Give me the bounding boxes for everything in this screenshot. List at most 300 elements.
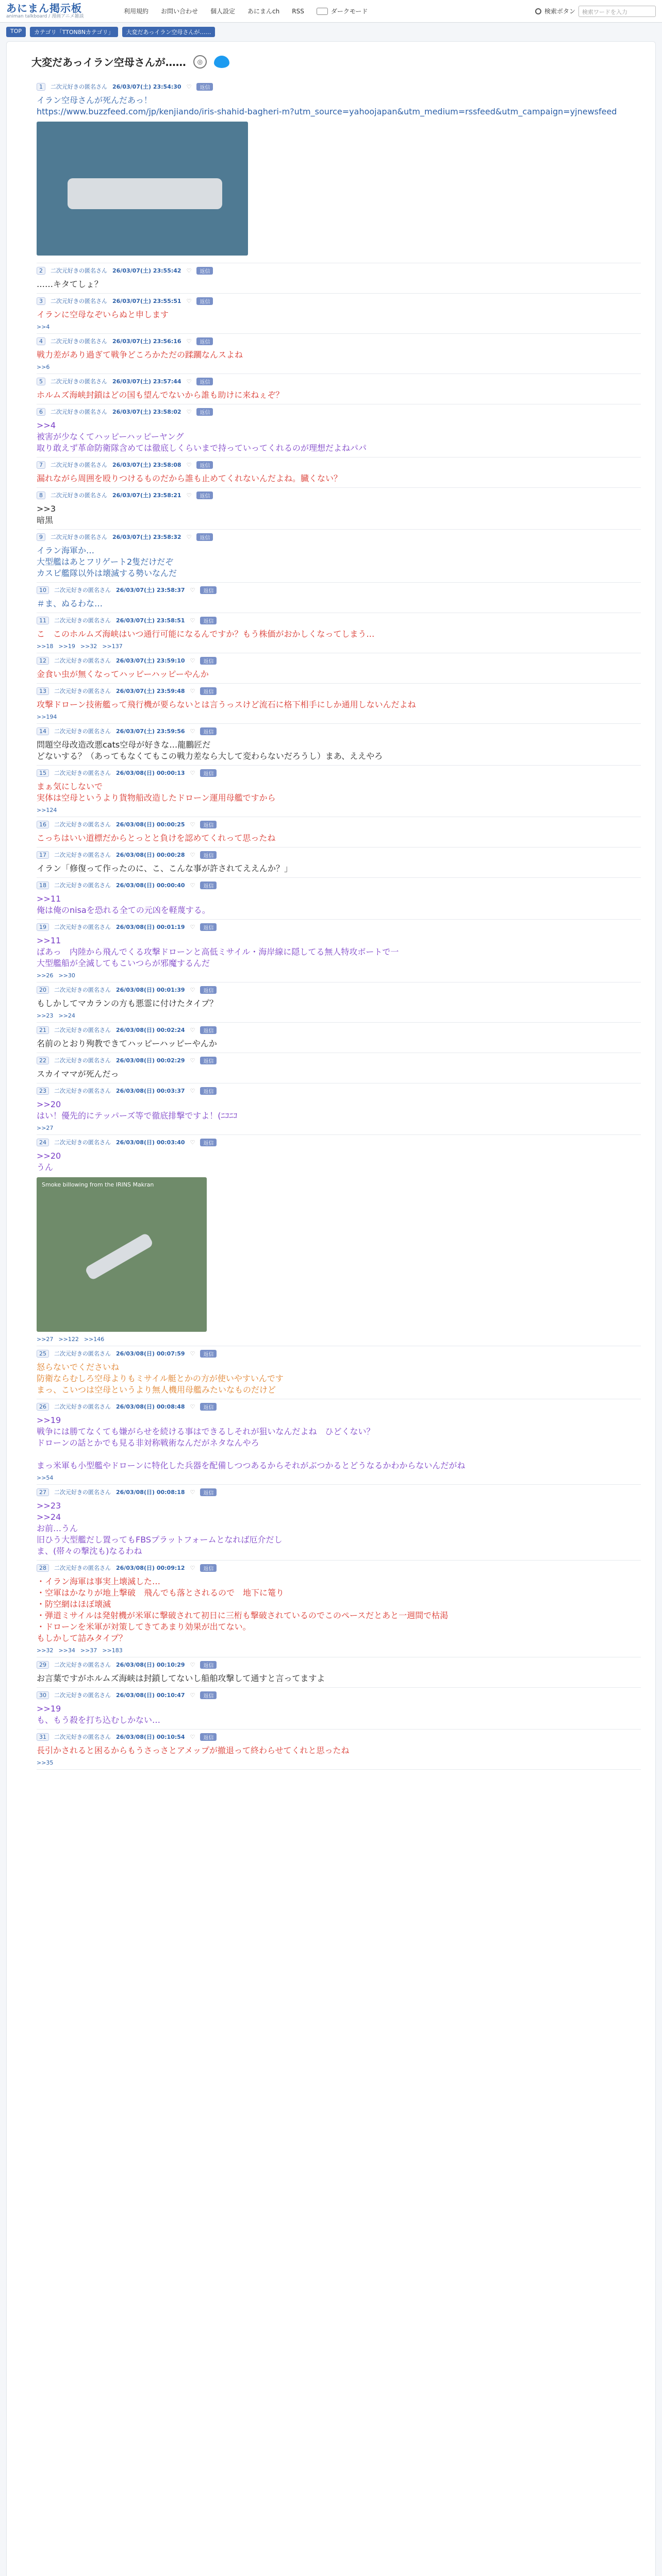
reply-links xyxy=(37,364,641,370)
like-icon[interactable]: ♡ xyxy=(190,1488,195,1496)
post-meta xyxy=(37,297,641,305)
reply-links xyxy=(37,324,641,330)
post xyxy=(37,1688,641,1730)
reply-link[interactable]: >>6 xyxy=(37,364,50,370)
post-author: 二次元好きの匿名さん xyxy=(54,1734,111,1740)
post-date: 26/03/08(日) 00:07:59 xyxy=(116,1350,185,1357)
post-number[interactable]: 15 xyxy=(37,769,49,777)
post xyxy=(37,263,641,294)
reply-link[interactable]: >>32 xyxy=(80,643,97,650)
post-body: ホルムズ海峡封鎖はどの国も望んでないから誰も助けに来ねぇぞ？ xyxy=(37,390,284,400)
like-icon[interactable]: ♡ xyxy=(190,923,195,930)
like-icon[interactable]: ♡ xyxy=(190,687,195,694)
post-date: 26/03/07(土) 23:57:44 xyxy=(112,378,181,385)
post xyxy=(37,982,641,1023)
post xyxy=(37,294,641,334)
post-author: 二次元好きの匿名さん xyxy=(54,1088,111,1094)
reply-link[interactable]: >>146 xyxy=(84,1336,105,1343)
post-number[interactable]: 7 xyxy=(37,461,45,469)
reply-button[interactable]: 返信 xyxy=(200,1564,217,1572)
reply-button[interactable]: 返信 xyxy=(200,1026,217,1034)
like-icon[interactable]: ♡ xyxy=(190,1026,195,1033)
post-author: 二次元好きの匿名さん xyxy=(54,1403,111,1410)
post-body: >>19 も、もう殺を打ち込むしかない… xyxy=(37,1704,161,1725)
post-date: 26/03/08(日) 00:00:40 xyxy=(116,882,185,889)
post-date: 26/03/08(日) 00:10:54 xyxy=(116,1734,185,1740)
post xyxy=(37,724,641,766)
post-date: 26/03/07(土) 23:55:51 xyxy=(112,298,181,304)
post-body: こ このホルムズ海峡はいつ通行可能になるんですか？もう株価がおかしくなってしまう… xyxy=(37,629,375,639)
like-icon[interactable]: ♡ xyxy=(186,461,192,468)
post-meta xyxy=(37,491,641,499)
post-body: 名前のとおり殉教できてハッピーハッピーやんか xyxy=(37,1039,217,1048)
reply-link[interactable]: >>137 xyxy=(102,643,123,650)
post-body: 攻撃ドローン技術艦って飛行機が要らないとは言うっスけど流石に格下相手にしか通用しないんだよね xyxy=(37,700,416,709)
post xyxy=(37,334,641,374)
reply-links xyxy=(37,972,641,979)
post xyxy=(37,530,641,583)
post-author: 二次元好きの匿名さん xyxy=(54,617,111,624)
post-meta xyxy=(37,769,641,777)
post-meta xyxy=(37,1087,641,1095)
reply-button[interactable]: 返信 xyxy=(200,923,217,931)
reply-link[interactable]: >>37 xyxy=(80,1647,97,1654)
page-title: 大変だあっイラン空母さんが…… xyxy=(31,56,186,69)
reply-button[interactable]: 返信 xyxy=(200,1488,217,1496)
post-author: 二次元好きの匿名さん xyxy=(54,1565,111,1571)
post xyxy=(37,878,641,920)
post-body: 問題空母改造改悪cats空母が好きな…龍鵬匠だ どないする？（あってもなくてもこの戦力差なら大して変わらないだろうし）まあ、ええやろ xyxy=(37,740,383,761)
like-icon[interactable]: ♡ xyxy=(190,769,195,776)
post-date: 26/03/08(日) 00:00:25 xyxy=(116,821,185,828)
post-number[interactable]: 11 xyxy=(37,617,49,624)
post-date: 26/03/07(土) 23:58:37 xyxy=(116,587,185,594)
post-date: 26/03/07(土) 23:58:32 xyxy=(112,534,181,540)
reply-link[interactable]: >>32 xyxy=(37,1647,54,1654)
post-number[interactable]: 21 xyxy=(37,1026,49,1034)
like-icon[interactable]: ♡ xyxy=(190,586,195,594)
post-number[interactable]: 8 xyxy=(37,492,45,499)
nav-item-settings[interactable]: 個人設定 xyxy=(210,8,236,15)
post-author: 二次元好きの匿名さん xyxy=(54,1139,111,1146)
reply-link[interactable]: >>54 xyxy=(37,1475,54,1481)
reply-button[interactable]: 返信 xyxy=(200,821,217,828)
post-body: >>11 ばあっ 内陸から飛んでくる攻撃ドローンと高低ミサイル・海岸線に隠してる無人特攻ボートで一 大型艦船が全滅してもこいつらが邪魔するんだ xyxy=(37,936,399,968)
post-meta xyxy=(37,727,641,735)
breadcrumb-category[interactable]: カテゴリ「TTON8Nカテゴリ」 xyxy=(30,27,118,37)
post-date: 26/03/07(土) 23:54:30 xyxy=(112,83,181,90)
post-date: 26/03/07(土) 23:59:56 xyxy=(116,728,185,735)
dark-mode-toggle[interactable] xyxy=(317,7,368,15)
like-icon[interactable]: ♡ xyxy=(190,986,195,993)
post-meta xyxy=(37,1660,641,1669)
post-date: 26/03/08(日) 00:00:28 xyxy=(116,852,185,858)
post xyxy=(37,848,641,878)
post xyxy=(37,1346,641,1399)
post-number[interactable]: 13 xyxy=(37,687,49,695)
post-date: 26/03/08(日) 00:08:48 xyxy=(116,1403,185,1410)
post xyxy=(37,457,641,488)
post xyxy=(37,684,641,724)
post xyxy=(37,1561,641,1657)
post xyxy=(37,920,641,982)
like-icon[interactable]: ♡ xyxy=(186,297,192,304)
post xyxy=(37,1053,641,1083)
like-icon[interactable]: ♡ xyxy=(186,492,192,499)
reply-button[interactable]: 返信 xyxy=(200,1057,217,1064)
post-meta xyxy=(37,687,641,695)
post-date: 26/03/07(土) 23:58:21 xyxy=(112,492,181,499)
post-body: >>11 俺は俺のnisaを恐れる全ての元凶を軽蔑する。 xyxy=(37,894,210,915)
post-meta xyxy=(37,1402,641,1411)
post-date: 26/03/08(日) 00:02:29 xyxy=(116,1057,185,1064)
like-icon[interactable]: ♡ xyxy=(190,1087,195,1094)
reply-button[interactable]: 返信 xyxy=(196,297,213,305)
reply-button[interactable]: 返信 xyxy=(200,1733,217,1741)
reply-button[interactable]: 返信 xyxy=(200,882,217,889)
post-author: 二次元好きの匿名さん xyxy=(54,587,111,594)
post-body: >>20 うん xyxy=(37,1151,61,1172)
breadcrumb-top[interactable]: TOP xyxy=(6,27,26,37)
nav-item-animanch[interactable]: あにまんch xyxy=(247,8,280,15)
post xyxy=(37,1083,641,1135)
reply-link[interactable]: >>34 xyxy=(58,1647,75,1654)
post-number[interactable]: 14 xyxy=(37,727,49,735)
post-date: 26/03/08(日) 00:01:39 xyxy=(116,987,185,993)
reply-link[interactable]: >>26 xyxy=(37,972,54,979)
post-author: 二次元好きの匿名さん xyxy=(54,987,111,993)
reply-links xyxy=(37,1336,641,1343)
post-date: 26/03/08(日) 00:09:12 xyxy=(116,1565,185,1571)
logo-title: あにまん掲示板 xyxy=(6,2,82,14)
post-number[interactable]: 23 xyxy=(37,1087,49,1095)
thread-content xyxy=(6,41,656,2576)
post-meta xyxy=(37,586,641,594)
like-icon[interactable]: ♡ xyxy=(190,1350,195,1357)
post xyxy=(37,1657,641,1688)
reply-button[interactable]: 返信 xyxy=(200,1403,217,1411)
post-meta xyxy=(37,923,641,931)
post-date: 26/03/07(土) 23:58:02 xyxy=(112,409,181,415)
reply-links xyxy=(37,1759,641,1766)
post-body: イランに空母なぞいらぬと申します xyxy=(37,310,169,319)
post-author: 二次元好きの匿名さん xyxy=(54,1350,111,1357)
post-meta xyxy=(37,337,641,345)
reply-link[interactable]: >>35 xyxy=(37,1759,54,1766)
carrier-ship-shape xyxy=(68,178,222,209)
reply-link[interactable]: >>30 xyxy=(58,972,75,979)
post xyxy=(37,488,641,530)
share-icon[interactable]: ◎ xyxy=(193,55,207,69)
post-number[interactable]: 26 xyxy=(37,1403,49,1411)
like-icon[interactable]: ♡ xyxy=(190,1691,195,1699)
post-body: お言葉ですがホルムズ海峡は封鎖してないし船舶攻撃して通すと言ってますよ xyxy=(37,1673,325,1683)
reply-link[interactable]: >>23 xyxy=(37,1012,54,1019)
post-author: 二次元好きの匿名さん xyxy=(54,924,111,930)
post xyxy=(37,653,641,684)
post-body: ……キタてしょ？ xyxy=(37,279,103,289)
post-body: >>19 戦争には勝てなくても嫌がらせを続ける事はできるしそれが狙いなんだよね ひどくない？ ドローンの話とかでも見る非対称戦術なんだがネタなんやろ まっ米軍も小型艦やドローンに特化した兵器を配備しつつあるからそれがぶつかるとどうなるかわからないんだがね xyxy=(37,1415,466,1470)
post-meta xyxy=(37,851,641,859)
post-number[interactable]: 16 xyxy=(37,821,49,828)
post-meta xyxy=(37,1026,641,1034)
reply-link[interactable]: >>24 xyxy=(58,1012,75,1019)
reply-button[interactable]: 返信 xyxy=(196,83,213,91)
post-meta xyxy=(37,266,641,275)
carrier-photo[interactable] xyxy=(37,122,248,256)
reply-button[interactable]: 返信 xyxy=(200,769,217,777)
post-author: 二次元好きの匿名さん xyxy=(51,462,107,468)
post-number[interactable]: 4 xyxy=(37,337,45,345)
post xyxy=(37,79,641,263)
reply-button[interactable]: 返信 xyxy=(196,267,213,275)
post-author: 二次元好きの匿名さん xyxy=(54,1057,111,1064)
reply-button[interactable]: 返信 xyxy=(200,586,217,594)
reply-button[interactable]: 返信 xyxy=(200,657,217,665)
reply-button[interactable]: 返信 xyxy=(200,1661,217,1669)
post-date: 26/03/07(土) 23:59:10 xyxy=(116,657,185,664)
post-author: 二次元好きの匿名さん xyxy=(54,852,111,858)
reply-button[interactable]: 返信 xyxy=(200,727,217,735)
smoke-photo[interactable] xyxy=(37,1177,207,1332)
post-number[interactable]: 19 xyxy=(37,923,49,931)
post-date: 26/03/07(土) 23:55:42 xyxy=(112,267,181,274)
post-number[interactable]: 6 xyxy=(37,408,45,416)
post-meta xyxy=(37,1488,641,1496)
search-area xyxy=(535,6,656,17)
post-body: >>4 被害が少なくてハッピーハッピーヤング 取り敢えず革命防衛隊含めては徹底しくらいまで持っていってくれるのが理想だよねパパ xyxy=(37,420,367,453)
reply-button[interactable]: 返信 xyxy=(200,687,217,695)
post-body: ・イラン海軍は事実上壊滅した… ・空軍はかなりが地上撃破 飛んでも落とされるので 地下に篭り ・防空網はほぼ壊滅 ・弾道ミサイルは発射機が米軍に撃破されて初日に三桁も撃破されているのでこのペースだとあと一週間で枯渇 ・ドローンを米軍が対策してきてあまり効果が出てない。 もしかして詰みタイプ？ xyxy=(37,1577,449,1643)
reply-button[interactable]: 返信 xyxy=(200,1691,217,1699)
post-number[interactable]: 9 xyxy=(37,533,45,541)
search-button-label[interactable]: 検索ボタン xyxy=(544,8,575,15)
post-date: 26/03/08(日) 00:10:29 xyxy=(116,1662,185,1668)
like-icon[interactable]: ♡ xyxy=(190,617,195,624)
main-nav xyxy=(124,7,368,15)
post xyxy=(37,1023,641,1053)
burning-ship-shape xyxy=(84,1232,154,1281)
post-number[interactable]: 10 xyxy=(37,586,49,594)
post xyxy=(37,766,641,817)
post-number[interactable]: 31 xyxy=(37,1733,49,1741)
like-icon[interactable]: ♡ xyxy=(186,408,192,415)
reply-button[interactable]: 返信 xyxy=(200,1087,217,1095)
like-icon[interactable]: ♡ xyxy=(190,1403,195,1410)
post xyxy=(37,1135,641,1346)
reply-links xyxy=(37,1012,641,1019)
reply-button[interactable]: 返信 xyxy=(196,408,213,416)
post-meta xyxy=(37,82,641,91)
like-icon[interactable]: ♡ xyxy=(186,337,192,345)
post xyxy=(37,404,641,457)
post-number[interactable]: 3 xyxy=(37,297,45,305)
post-date: 26/03/08(日) 00:01:19 xyxy=(116,924,185,930)
reply-links xyxy=(37,714,641,720)
site-logo[interactable] xyxy=(6,3,120,20)
post-body: ＃ま、ぬるわな… xyxy=(37,599,103,608)
post-meta xyxy=(37,1138,641,1146)
post-date: 26/03/08(日) 00:10:47 xyxy=(116,1692,185,1699)
post-date: 26/03/08(日) 00:03:37 xyxy=(116,1088,185,1094)
reply-link[interactable]: >>124 xyxy=(37,807,57,814)
post-meta xyxy=(37,986,641,994)
post-date: 26/03/07(土) 23:56:16 xyxy=(112,338,181,345)
post-body: 金食い虫が無くなってハッピーハッピーやんか xyxy=(37,669,209,679)
like-icon[interactable]: ♡ xyxy=(190,727,195,735)
post xyxy=(37,374,641,404)
search-input[interactable]: 検索ワードを入力 xyxy=(578,6,656,17)
like-icon[interactable]: ♡ xyxy=(190,882,195,889)
like-icon[interactable]: ♡ xyxy=(190,1733,195,1740)
nav-item-contact[interactable]: お問い合わせ xyxy=(161,8,198,15)
post-meta xyxy=(37,1564,641,1572)
post-author: 二次元好きの匿名さん xyxy=(54,1489,111,1496)
like-icon[interactable]: ♡ xyxy=(190,851,195,858)
like-icon[interactable]: ♡ xyxy=(186,533,192,540)
reply-link[interactable]: >>194 xyxy=(37,714,57,720)
post-body: イラン空母さんが死んだあっ！ https://www.buzzfeed.com/jp/kenjiando/iris-shahid-bagheri-m?utm_source=yahoojapan&utm_medium=rssfeed&utm_campaign=yjnewsfeed xyxy=(37,95,617,116)
nav-item-rss[interactable]: RSS xyxy=(292,7,304,15)
site-header xyxy=(0,0,662,23)
reply-link[interactable]: >>18 xyxy=(37,643,54,650)
post-author: 二次元好きの匿名さん xyxy=(51,298,107,304)
post xyxy=(37,817,641,848)
search-icon[interactable] xyxy=(535,8,541,14)
post-meta xyxy=(37,533,641,541)
reply-link[interactable]: >>122 xyxy=(58,1336,79,1343)
like-icon[interactable]: ♡ xyxy=(190,657,195,664)
post-meta xyxy=(37,1691,641,1699)
reply-button[interactable]: 返信 xyxy=(200,1139,217,1146)
logo-tagline: animan talkboard / 漫画アニメ雑談 xyxy=(6,13,84,19)
like-icon[interactable]: ♡ xyxy=(190,1564,195,1571)
reply-button[interactable]: 返信 xyxy=(196,533,213,541)
like-icon[interactable]: ♡ xyxy=(190,1139,195,1146)
post-number[interactable]: 5 xyxy=(37,378,45,385)
like-icon[interactable]: ♡ xyxy=(190,1057,195,1064)
post-date: 26/03/07(土) 23:58:51 xyxy=(116,617,185,624)
dark-mode-label: ダークモード xyxy=(330,8,368,15)
post-meta xyxy=(37,656,641,665)
post-author: 二次元好きの匿名さん xyxy=(54,657,111,664)
reply-links xyxy=(37,807,641,814)
post-author: 二次元好きの匿名さん xyxy=(54,821,111,828)
post-number[interactable]: 20 xyxy=(37,986,49,994)
post-number[interactable]: 1 xyxy=(37,83,45,91)
post xyxy=(37,583,641,613)
post-number[interactable]: 18 xyxy=(37,882,49,889)
post-date: 26/03/07(土) 23:59:48 xyxy=(116,688,185,694)
reply-link[interactable]: >>183 xyxy=(102,1647,123,1654)
post-body: 長引かされると困るからもうさっさとアメップが撤退って終わらせてくれと思ったね xyxy=(37,1745,350,1755)
breadcrumb-thread[interactable]: 大変だあっイラン空母さんが…… xyxy=(122,27,216,37)
twitter-icon[interactable] xyxy=(214,56,229,68)
like-icon[interactable]: ♡ xyxy=(186,267,192,274)
post-date: 26/03/07(土) 23:58:08 xyxy=(112,462,181,468)
post-number[interactable]: 29 xyxy=(37,1661,49,1669)
post-number[interactable]: 2 xyxy=(37,267,45,275)
post-number[interactable]: 24 xyxy=(37,1139,49,1146)
nav-item-terms[interactable]: 利用規約 xyxy=(124,8,149,15)
post-author: 二次元好きの匿名さん xyxy=(54,688,111,694)
post-number[interactable]: 12 xyxy=(37,657,49,665)
post-body: >>20 はい！優先的にテッパーズ等で徹底排撃ですよ！(ﾆｺﾆｺ xyxy=(37,1099,238,1121)
post-number[interactable]: 30 xyxy=(37,1691,49,1699)
toggle-switch[interactable] xyxy=(317,8,328,15)
reply-button[interactable]: 返信 xyxy=(200,851,217,859)
post-author: 二次元好きの匿名さん xyxy=(54,1027,111,1033)
like-icon[interactable]: ♡ xyxy=(190,821,195,828)
post xyxy=(37,1730,641,1770)
reply-button[interactable]: 返信 xyxy=(200,1350,217,1358)
post-body: 戦力差があり過ぎて戦争どころかただの蹂躙なんスよね xyxy=(37,350,243,360)
reply-links xyxy=(37,1647,641,1654)
post xyxy=(37,1485,641,1561)
post-author: 二次元好きの匿名さん xyxy=(54,882,111,889)
post-body: 漏れながら周囲を殴りつけるものだから誰も止めてくれないんだよね。臓くない？ xyxy=(37,473,342,483)
reply-link[interactable]: >>19 xyxy=(58,643,75,650)
reply-button[interactable]: 返信 xyxy=(196,461,213,469)
reply-button[interactable]: 返信 xyxy=(196,378,213,385)
reply-links xyxy=(37,1125,641,1131)
reply-button[interactable]: 返信 xyxy=(196,337,213,345)
post-author: 二次元好きの匿名さん xyxy=(51,409,107,415)
post xyxy=(37,613,641,653)
reply-button[interactable]: 返信 xyxy=(200,617,217,624)
post-number[interactable]: 28 xyxy=(37,1564,49,1572)
post-body: 怒らないでくださいね 防衛ならむしろ空母よりもミサイル艇とかの方が使いやすいんです まっ、こいつは空母というより無人機用母艦みたいなものだけど xyxy=(37,1362,284,1395)
post-body: >>23 >>24 お前…うん 旧ひう大型艦だし置ってもFBSプラットフォームとなれば厄介だし ま、(帯々の撃沈も)なるわね xyxy=(37,1501,283,1556)
reply-button[interactable]: 返信 xyxy=(196,492,213,499)
post-meta xyxy=(37,377,641,385)
post-author: 二次元好きの匿名さん xyxy=(51,83,107,90)
reply-link[interactable]: >>4 xyxy=(37,324,50,330)
like-icon[interactable]: ♡ xyxy=(186,83,192,90)
post-meta xyxy=(37,820,641,828)
reply-button[interactable]: 返信 xyxy=(200,986,217,994)
post-number[interactable]: 17 xyxy=(37,851,49,859)
reply-links xyxy=(37,643,641,650)
post-number[interactable]: 22 xyxy=(37,1057,49,1064)
post-meta xyxy=(37,461,641,469)
like-icon[interactable]: ♡ xyxy=(186,378,192,385)
post-author: 二次元好きの匿名さん xyxy=(51,338,107,345)
post-body: イラン海軍か… 大型艦はあとフリゲート2隻だけだぞ カスピ艦隊以外は壊滅する勢いなんだ xyxy=(37,546,177,578)
post-body: スカイママが死んだっ xyxy=(37,1069,119,1079)
post-body: もしかしてマカランの方も悪霊に付けたタイプ？ xyxy=(37,998,218,1008)
post-date: 26/03/08(日) 00:03:40 xyxy=(116,1139,185,1146)
post-date: 26/03/08(日) 00:02:24 xyxy=(116,1027,185,1033)
page-title-row xyxy=(31,54,641,69)
breadcrumb xyxy=(0,23,662,41)
post-author: 二次元好きの匿名さん xyxy=(54,770,111,776)
post-date: 26/03/08(日) 00:00:13 xyxy=(116,770,185,776)
post-date: 26/03/08(日) 00:08:18 xyxy=(116,1489,185,1496)
like-icon[interactable]: ♡ xyxy=(190,1661,195,1668)
post-body: イラン「修復って作ったのに、こ、こんな事が許されてええんか？」 xyxy=(37,863,293,873)
post-meta xyxy=(37,1733,641,1741)
photo-caption: Smoke billowing from the IRINS Makran xyxy=(42,1181,154,1188)
post-author: 二次元好きの匿名さん xyxy=(54,1692,111,1699)
post-number[interactable]: 25 xyxy=(37,1350,49,1358)
post-author: 二次元好きの匿名さん xyxy=(51,267,107,274)
post-author: 二次元好きの匿名さん xyxy=(51,492,107,499)
post-body: まぁ気にしないで 実体は空母というより貨物船改造したドローン運用母艦ですから xyxy=(37,782,276,803)
post-number[interactable]: 27 xyxy=(37,1488,49,1496)
reply-link[interactable]: >>27 xyxy=(37,1125,54,1131)
reply-link[interactable]: >>27 xyxy=(37,1336,54,1343)
